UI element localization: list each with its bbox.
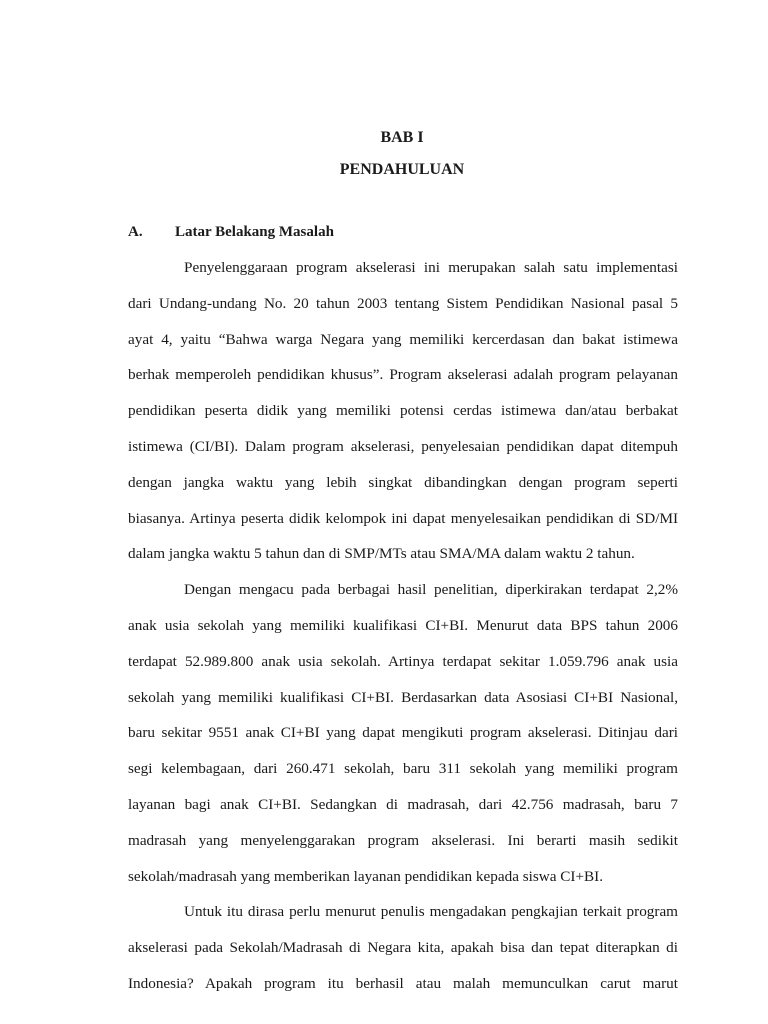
text-line: pendidikan peserta didik yang memiliki potensi cerdas istimewa dan/atau berbakat xyxy=(128,402,678,420)
text-line: segi kelembagaan, dari 260.471 sekolah, baru 311 sekolah yang memiliki program xyxy=(128,760,678,778)
text-line: sekolah/madrasah yang memberikan layanan pendidikan kepada siswa CI+BI. xyxy=(128,867,604,885)
text-line: sekolah yang memiliki kualifikasi CI+BI. Berdasarkan data Asosiasi CI+BI Nasional, xyxy=(128,688,678,706)
text-line: baru sekitar 9551 anak CI+BI yang dapat mengikuti program akselerasi. Ditinjau dari xyxy=(128,724,678,742)
chapter-number: BAB I xyxy=(380,129,424,146)
text-line: Untuk itu dirasa perlu menurut penulis mengadakan pengkajian terkait program xyxy=(184,903,678,921)
section-heading xyxy=(128,224,334,241)
paragraph xyxy=(128,250,678,572)
text-line: madrasah yang menyelenggarakan program akselerasi. Ini berarti masih sedikit xyxy=(128,831,678,849)
text-line: Indonesia? Apakah program itu berhasil atau malah memunculkan carut marut xyxy=(128,974,678,992)
text-line: dengan jangka waktu yang lebih singkat dibandingkan dengan program seperti xyxy=(128,473,678,491)
text-line: layanan bagi anak CI+BI. Sedangkan di madrasah, dari 42.756 madrasah, baru 7 xyxy=(128,795,678,813)
text-line: istimewa (CI/BI). Dalam program akselerasi, penyelesaian pendidikan dapat ditempuh xyxy=(128,437,678,455)
chapter-title: PENDAHULUAN xyxy=(339,161,465,178)
paragraph xyxy=(128,894,678,1001)
section-letter: A. xyxy=(128,224,143,240)
text-line: ayat 4, yaitu “Bahwa warga Negara yang memiliki kercerdasan dan bakat istimewa xyxy=(128,330,678,348)
section-title: Latar Belakang Masalah xyxy=(175,224,334,240)
text-line: anak usia sekolah yang memiliki kualifikasi CI+BI. Menurut data BPS tahun 2006 xyxy=(128,616,678,634)
text-line: Penyelenggaraan program akselerasi ini merupakan salah satu implementasi xyxy=(184,259,678,276)
text-line: Dengan mengacu pada berbagai hasil penelitian, diperkirakan terdapat 2,2% xyxy=(184,581,678,599)
text-line: akselerasi pada Sekolah/Madrasah di Negara kita, apakah bisa dan tepat diterapkan di xyxy=(128,939,678,957)
text-line: berhak memperoleh pendidikan khusus”. Program akselerasi adalah program pelayanan xyxy=(128,366,678,384)
paragraph xyxy=(128,572,678,894)
text-line: dalam jangka waktu 5 tahun dan di SMP/MTs atau SMA/MA dalam waktu 2 tahun. xyxy=(128,545,635,563)
text-line: dari Undang-undang No. 20 tahun 2003 tentang Sistem Pendidikan Nasional pasal 5 xyxy=(128,294,678,312)
body-text xyxy=(128,250,678,1002)
text-line: biasanya. Artinya peserta didik kelompok ini dapat menyelesaikan pendidikan di SD/MI xyxy=(128,509,678,527)
text-line: terdapat 52.989.800 anak usia sekolah. Artinya terdapat sekitar 1.059.796 anak usia xyxy=(128,652,678,670)
